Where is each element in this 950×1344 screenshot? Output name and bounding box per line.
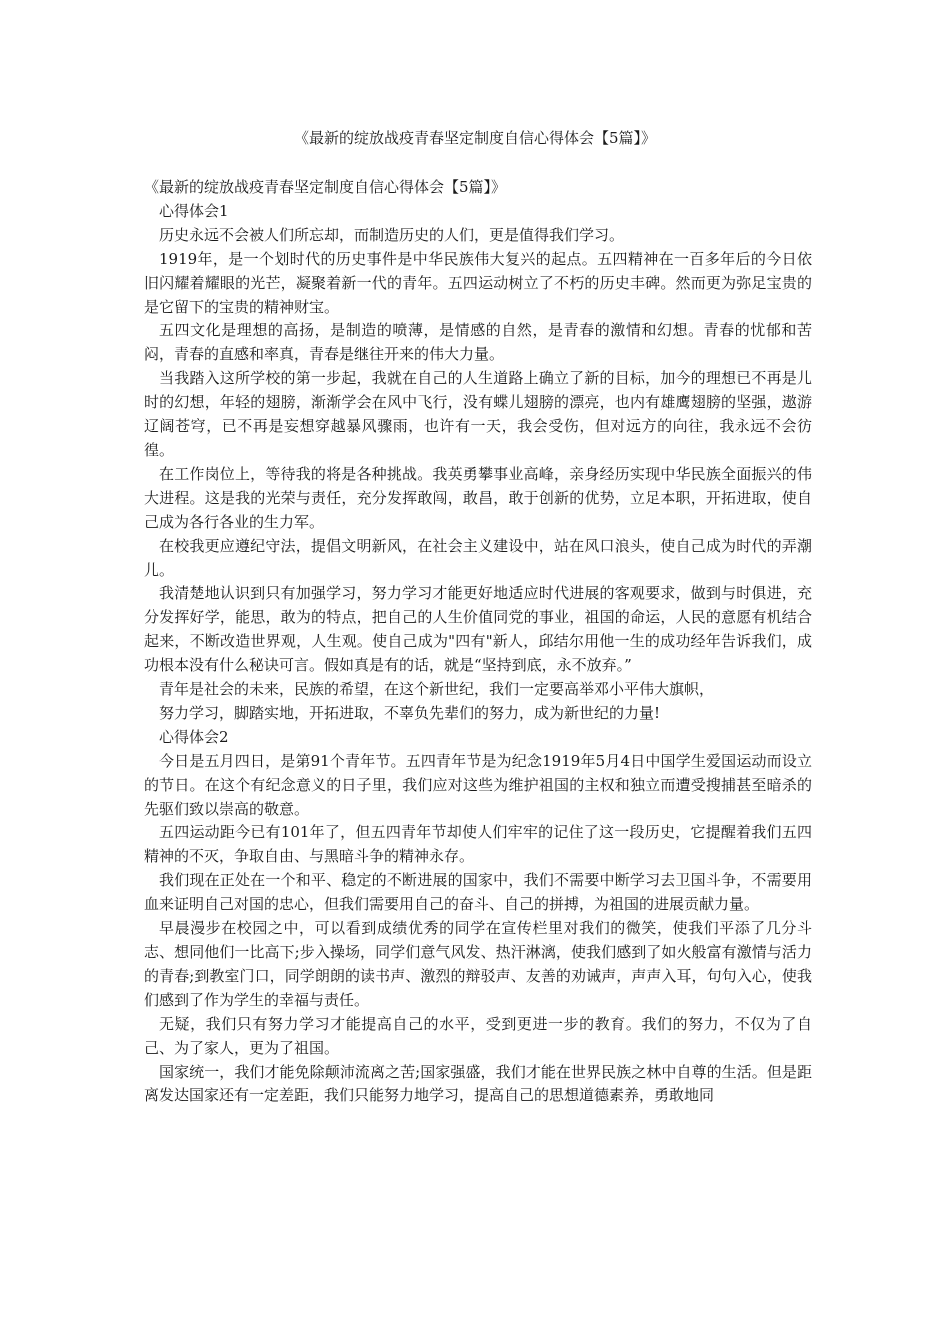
paragraph: 在工作岗位上，等待我的将是各种挑战。我英勇攀事业高峰，亲身经历实现中华民族全面振兴的伟大进程。这是我的光荣与责任，充分发挥敢闯，敢昌，敢于创新的优势，立足本职，开拓进取，使自己成为各行各业的生力军。 — [144, 464, 812, 531]
section-heading-2: 心得体会2 — [159, 727, 229, 746]
paragraph: 早晨漫步在校园之中，可以看到成绩优秀的同学在宣传栏里对我们的微笑，使我们平添了几分斗志、想同他们一比高下;步入操场，同学们意气风发、热汗淋漓，使我们感到了如火般富有激情与活力的青春;到教室门口，同学朗朗的读书声、激烈的辩驳声、友善的劝诫声，声声入耳，句句入心，使我们感到了作为学生的幸福与责任。 — [144, 919, 812, 1009]
paragraph: 国家统一，我们才能免除颠沛流离之苦;国家强盛，我们才能在世界民族之林中自尊的生活。但是距离发达国家还有一定差距，我们只能努力地学习，提高自己的思想道德素养，勇敢地同 — [144, 1062, 812, 1105]
paragraph: 我们现在正处在一个和平、稳定的不断进展的国家中，我们不需要中断学习去卫国斗争，不需要用血来证明自己对国的忠心，但我们需要用自己的奋斗、自己的拼搏，为祖国的进展贡献力量。 — [144, 871, 812, 914]
paragraph: 五四文化是理想的高扬，是制造的喷薄，是情感的自然，是青春的激情和幻想。青春的忧郁和苦闷，青春的直感和率真，青春是继往开来的伟大力量。 — [144, 321, 812, 364]
paragraph: 青年是社会的未来，民族的希望，在这个新世纪，我们一定要高举邓小平伟大旗帜， — [159, 680, 715, 699]
paragraph: 历史永远不会被人们所忘却，而制造历史的人们，更是值得我们学习。 — [159, 225, 625, 244]
paragraph: 当我踏入这所学校的第一步起，我就在自己的人生道路上确立了新的目标，加今的理想已不再是儿时的幻想，年轻的翅膀，渐渐学会在风中飞行，没有蝶儿翅膀的漂亮，也内有雄鹰翅膀的坚强，遨游辽阔苍穹，已不再是妄想穿越暴风骤雨，也许有一天，我会受伤，但对远方的向往，我永远不会彷徨。 — [144, 369, 812, 459]
paragraph: 今日是五月四日，是第91个青年节。五四青年节是为纪念1919年5月4日中国学生爱国运动而设立的节日。在这个有纪念意义的日子里，我们应对这些为维护祖国的主权和独立而遭受搜捕甚至暗杀的先驱们致以崇高的敬意。 — [144, 751, 812, 818]
document-body — [144, 176, 812, 1108]
paragraph: 在校我更应遵纪守法，提倡文明新风，在社会主义建设中，站在风口浪头，使自己成为时代的弄潮儿。 — [144, 536, 812, 579]
paragraph: 努力学习，脚踏实地，开拓进取，不辜负先辈们的努力，成为新世纪的力量! — [159, 703, 661, 722]
paragraph: 无疑，我们只有努力学习才能提高自己的水平，受到更进一步的教育。我们的努力，不仅为了自己、为了家人，更为了祖国。 — [144, 1014, 812, 1057]
section-heading-1: 心得体会1 — [159, 201, 229, 220]
paragraph: 五四运动距今已有101年了，但五四青年节却使人们牢牢的记住了这一段历史，它提醒着我们五四精神的不灭，争取自由、与黑暗斗争的精神永存。 — [144, 823, 812, 866]
paragraph: 1919年，是一个划时代的历史事件是中华民族伟大复兴的起点。五四精神在一百多年后的今日依旧闪耀着耀眼的光芒，凝聚着新一代的青年。五四运动树立了不朽的历史丰碑。然而更为弥足宝贵的是它留下的宝贵的精神财宝。 — [144, 249, 812, 316]
document-title: 《最新的绽放战疫青春坚定制度自信心得体会【5篇】》 — [293, 129, 657, 147]
paragraph: 我清楚地认识到只有加强学习，努力学习才能更好地适应时代进展的客观要求，做到与时俱进，充分发挥好学，能思，敢为的特点，把自己的人生价值同党的事业，祖国的命运，人民的意愿有机结合起来，不断改造世界观，人生观。使自己成为"四有"新人，邱结尔用他一生的成功经年告诉我们，成功根本没有什么秘诀可言。假如真是有的话，就是“坚持到底，永不放弃。” — [144, 584, 812, 675]
body-title-paragraph: 《最新的绽放战疫青春坚定制度自信心得体会【5篇】》 — [144, 178, 507, 196]
